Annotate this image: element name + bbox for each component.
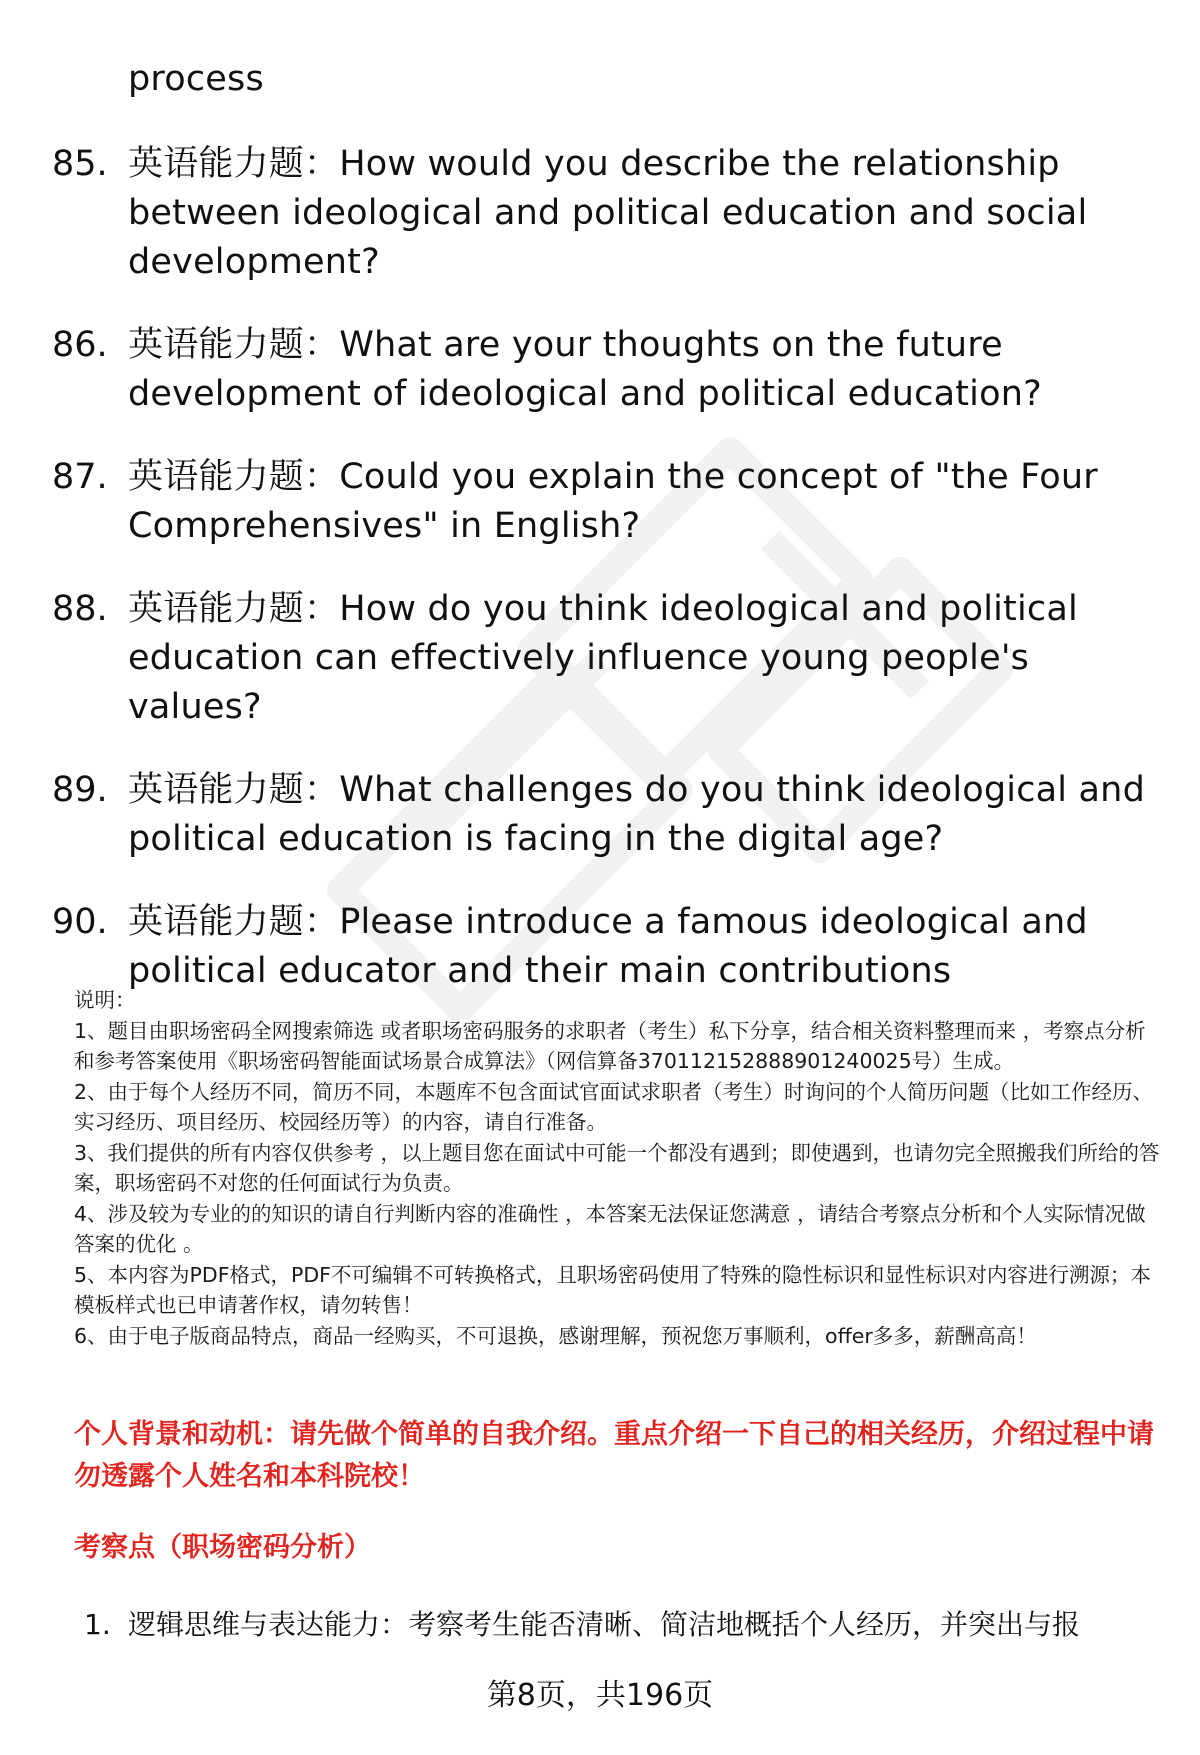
question-number: 85. — [52, 144, 108, 184]
question-text: 英语能力题：How would you describe the relationship between ideological and political education and social development? — [128, 144, 1088, 282]
notes-section — [74, 985, 1164, 1351]
assessment-item-text: 逻辑思维与表达能力：考察考生能否清晰、简洁地概括个人经历，并突出与报 — [128, 1608, 1081, 1641]
question-text: 英语能力题：What challenges do you think ideological and political education is facing in the digital age? — [128, 770, 1145, 859]
intro-question-heading: 个人背景和动机：请先做个简单的自我介绍。重点介绍一下自己的相关经历，介绍过程中请勿透露个人姓名和本科院校！ — [74, 1419, 1154, 1492]
question-number: 87. — [52, 457, 108, 497]
question-item — [52, 321, 1162, 419]
continued-text: process — [128, 59, 264, 99]
notes-title: 说明： — [74, 988, 136, 1012]
question-number: 88. — [52, 589, 108, 629]
notes-item: 6、由于电子版商品特点，商品一经购买，不可退换，感谢理解，预祝您万事顺利，offer多多，薪酬高高！ — [74, 1323, 1037, 1348]
notes-item: 4、涉及较为专业的的知识的请自行判断内容的准确性 ，本答案无法保证您满意 ，请结合考察点分析和个人实际情况做答案的优化 。 — [74, 1201, 1146, 1256]
question-number: 86. — [52, 325, 108, 365]
notes-item: 2、由于每个人经历不同，简历不同，本题库不包含面试官面试求职者（考生）时询问的个人简历问题（比如工作经历、实习经历、项目经历、校园经历等）的内容，请自行准备。 — [74, 1079, 1154, 1134]
notes-item: 1、题目由职场密码全网搜索筛选 或者职场密码服务的求职者（考生）私下分享，结合相关资料整理而来 ，考察点分析和参考答案使用《职场密码智能面试场景合成算法》（网信算备370112152888901240025号）生成。 — [74, 1018, 1146, 1073]
question-item — [52, 140, 1162, 287]
question-text: 英语能力题：Please introduce a famous ideological and political educator and their main contributions — [128, 902, 1088, 991]
question-number: 90. — [52, 902, 108, 942]
assessment-list — [84, 1605, 1174, 1645]
question-text: 英语能力题：How do you think ideological and political education can effectively influence young people's values? — [128, 589, 1078, 727]
question-item — [52, 585, 1162, 732]
question-number: 89. — [52, 770, 108, 810]
question-list — [52, 140, 1162, 1030]
assessment-title: 考察点（职场密码分析） — [74, 1532, 371, 1563]
question-item — [52, 766, 1162, 864]
question-text: 英语能力题：What are your thoughts on the future development of ideological and political education? — [128, 325, 1042, 414]
page-footer: 第8页，共196页 — [486, 1678, 714, 1713]
assessment-item — [84, 1605, 1174, 1645]
assessment-item-number: 1. — [84, 1608, 111, 1641]
question-item — [52, 898, 1162, 996]
question-text: 英语能力题：Could you explain the concept of "the Four Comprehensives" in English? — [128, 457, 1098, 546]
question-item — [52, 453, 1162, 551]
notes-item: 5、本内容为PDF格式，PDF不可编辑不可转换格式，且职场密码使用了特殊的隐性标识和显性标识对内容进行溯源；本模板样式也已申请著作权，请勿转售！ — [74, 1262, 1151, 1317]
notes-item: 3、我们提供的所有内容仅供参考 ，以上题目您在面试中可能一个都没有遇到；即使遇到，也请勿完全照搬我们所给的答案，职场密码不对您的任何面试行为负责。 — [74, 1140, 1160, 1195]
